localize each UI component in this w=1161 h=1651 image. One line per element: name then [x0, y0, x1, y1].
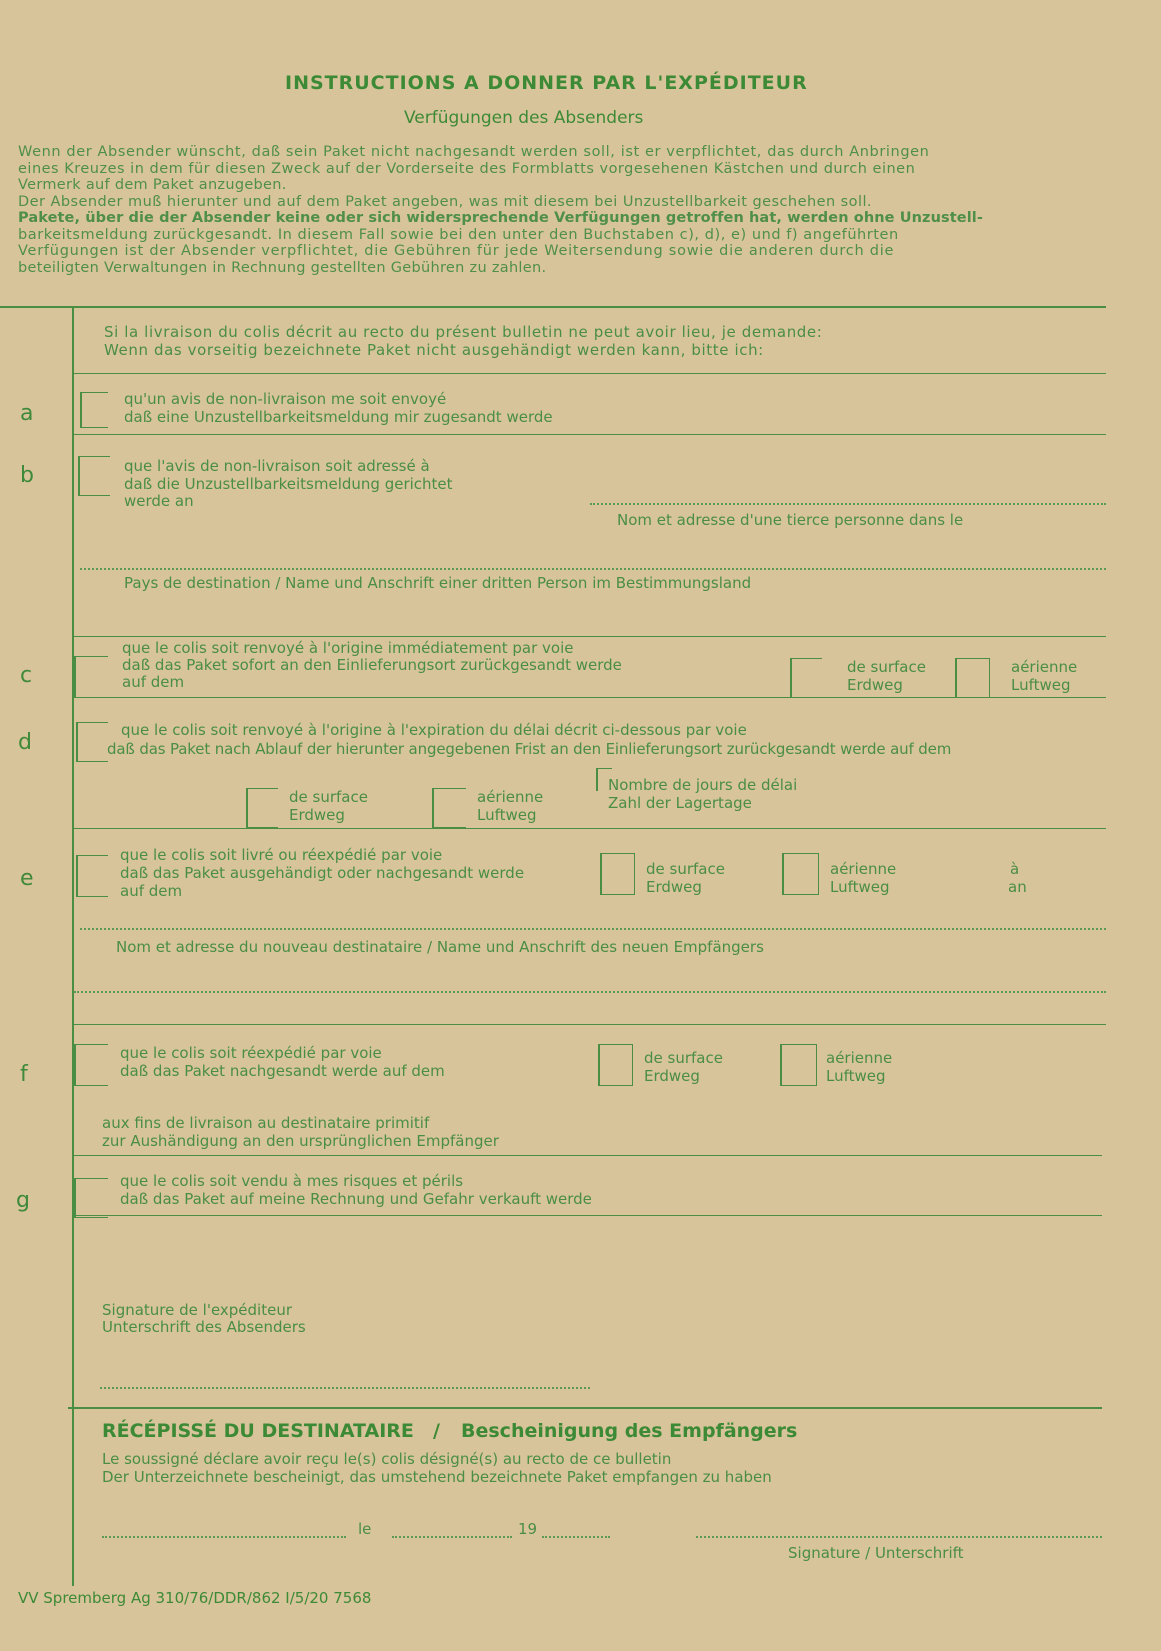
- intro-line: Vermerk auf dem Paket anzugeben.: [18, 177, 287, 193]
- rule: [74, 434, 1106, 435]
- option-a-fr: qu'un avis de non-livraison me soit envoyé: [124, 390, 447, 408]
- option-e-air-fr: aérienne: [830, 860, 897, 878]
- option-d-surface-checkbox[interactable]: [246, 788, 278, 828]
- intro-line: Der Absender muß hierunter und auf dem Paket angeben, was mit diesem bei Unzustellbarkeit geschehen soll.: [18, 193, 872, 210]
- intro-line: Pakete, über die der Absender keine oder sich widersprechende Verfügungen getroffen hat, werden ohne Unzustell-: [18, 210, 983, 226]
- sender-signature-line[interactable]: [100, 1387, 590, 1389]
- option-e-surface-checkbox[interactable]: [600, 853, 635, 895]
- option-f-air-fr: aérienne: [826, 1049, 893, 1067]
- option-d-air-checkbox[interactable]: [432, 788, 466, 828]
- option-c-air-fr: aérienne: [1011, 658, 1078, 676]
- option-e-de: daß das Paket ausgehändigt oder nachgesandt werde: [120, 864, 525, 882]
- third-party-line-1[interactable]: [590, 503, 1106, 505]
- option-b-de-cont: werde an: [124, 492, 194, 510]
- rule: [74, 373, 1106, 374]
- option-f-surface-checkbox[interactable]: [598, 1044, 633, 1086]
- option-f-purpose-de: zur Aushändigung an den ursprünglichen Empfänger: [102, 1132, 499, 1150]
- receipt-date-line[interactable]: [392, 1536, 512, 1538]
- receipt-signature-line[interactable]: [696, 1536, 1102, 1538]
- option-letter-a: a: [20, 401, 34, 426]
- option-f-air-de: Luftweg: [826, 1067, 886, 1085]
- option-d-days-de: Zahl der Lagertage: [608, 794, 752, 812]
- option-f-air-checkbox[interactable]: [780, 1044, 817, 1086]
- option-e-recipient-label: Nom et adresse du nouveau destinataire / Name und Anschrift des neuen Empfängers: [116, 938, 764, 956]
- printer-imprint: VV Spremberg Ag 310/76/DDR/862 I/5/20 7568: [18, 1589, 372, 1607]
- option-d-days-fr: Nombre de jours de délai: [608, 776, 798, 794]
- option-letter-f: f: [20, 1062, 28, 1087]
- option-c-air-de: Luftweg: [1011, 676, 1071, 694]
- receipt-statement-fr: Le soussigné déclare avoir reçu le(s) colis désigné(s) au recto de ce bulletin: [102, 1450, 672, 1468]
- option-c-surface-de: Erdweg: [847, 676, 903, 694]
- option-letter-e: e: [20, 866, 34, 891]
- option-c-air-checkbox[interactable]: [955, 658, 990, 698]
- intro-line: barkeitsmeldung zurückgesandt. In diesem Fall sowie bei den unter den Buchstaben c), d), e) und f) angeführten: [18, 226, 899, 243]
- receipt-signature-label: Signature / Unterschrift: [788, 1544, 964, 1562]
- option-e-air-checkbox[interactable]: [782, 853, 819, 895]
- option-e-to-fr: à: [1010, 860, 1020, 878]
- option-c-checkbox[interactable]: [74, 656, 108, 698]
- option-f-purpose-fr: aux fins de livraison au destinataire primitif: [102, 1114, 430, 1132]
- option-letter-d: d: [18, 730, 32, 755]
- intro-paragraph: [18, 144, 983, 276]
- third-party-label-cont: Pays de destination / Name und Anschrift einer dritten Person im Bestimmungsland: [124, 574, 752, 592]
- third-party-label-fr: Nom et adresse d'une tierce personne dans le: [617, 511, 964, 529]
- option-e-air-de: Luftweg: [830, 878, 890, 896]
- option-d-checkbox[interactable]: [76, 722, 108, 762]
- option-e-checkbox[interactable]: [76, 855, 108, 897]
- rule: [74, 697, 1106, 698]
- third-party-line-2[interactable]: [80, 568, 1106, 570]
- rule: [74, 636, 1106, 637]
- option-f-fr: que le colis soit réexpédié par voie: [120, 1044, 382, 1062]
- option-b-fr: que l'avis de non-livraison soit adressé à: [124, 457, 430, 475]
- form-top-rule: [0, 306, 1106, 308]
- option-c-surface-fr: de surface: [847, 658, 926, 676]
- receipt-title-fr: RÉCÉPISSÉ DU DESTINATAIRE: [102, 1420, 414, 1442]
- option-b-checkbox[interactable]: [78, 456, 110, 496]
- option-c-de: daß das Paket sofort an den Einlieferungsort zurückgesandt werde: [122, 656, 622, 674]
- option-c-de-cont: auf dem: [122, 673, 185, 691]
- option-e-fr: que le colis soit livré ou réexpédié par voie: [120, 846, 443, 864]
- receipt-statement-de: Der Unterzeichnete bescheinigt, das umstehend bezeichnete Paket empfangen zu haben: [102, 1468, 772, 1486]
- left-margin-rule: [72, 306, 74, 1586]
- sender-signature-de: Unterschrift des Absenders: [102, 1318, 306, 1336]
- request-fr: Si la livraison du colis décrit au recto du présent bulletin ne peut avoir lieu, je demande:: [104, 323, 823, 341]
- option-f-checkbox[interactable]: [74, 1044, 108, 1086]
- option-e-surface-fr: de surface: [646, 860, 725, 878]
- sender-signature-fr: Signature de l'expéditeur: [102, 1301, 293, 1319]
- receipt-year-line[interactable]: [542, 1536, 610, 1538]
- receipt-year-label: 19: [518, 1520, 538, 1538]
- option-e-surface-de: Erdweg: [646, 878, 702, 896]
- option-f-de: daß das Paket nachgesandt werde auf dem: [120, 1062, 445, 1080]
- option-a-checkbox[interactable]: [80, 392, 108, 428]
- recipient-line-2[interactable]: [74, 991, 1106, 993]
- rule: [72, 1215, 1102, 1216]
- option-c-surface-checkbox[interactable]: [790, 658, 822, 698]
- option-d-de: daß das Paket nach Ablauf der hierunter angegebenen Frist an den Einlieferungsort zurückgesandt werde auf dem: [107, 740, 952, 758]
- option-d-surface-fr: de surface: [289, 788, 368, 806]
- intro-line: Wenn der Absender wünscht, daß sein Paket nicht nachgesandt werden soll, ist er verpflichtet, das durch Anbringen: [18, 144, 930, 160]
- option-f-surface-fr: de surface: [644, 1049, 723, 1067]
- option-a-de: daß eine Unzustellbarkeitsmeldung mir zugesandt werde: [124, 408, 553, 426]
- form-title: INSTRUCTIONS A DONNER PAR L'EXPÉDITEUR: [285, 72, 808, 94]
- option-f-surface-de: Erdweg: [644, 1067, 700, 1085]
- intro-line: eines Kreuzes in dem für diesen Zweck auf der Vorderseite des Formblatts vorgesehenen Kästchen und durch einen: [18, 160, 916, 177]
- rule: [74, 828, 1106, 829]
- recipient-line-1[interactable]: [80, 928, 1106, 930]
- receipt-place-line[interactable]: [102, 1536, 346, 1538]
- intro-line: beteiligten Verwaltungen in Rechnung gestellten Gebühren zu zahlen.: [18, 259, 547, 276]
- option-c-fr: que le colis soit renvoyé à l'origine immédiatement par voie: [122, 639, 574, 657]
- option-letter-g: g: [16, 1188, 30, 1213]
- option-d-surface-de: Erdweg: [289, 806, 345, 824]
- receipt-title-de: Bescheinigung des Empfängers: [461, 1420, 798, 1442]
- option-g-de: daß das Paket auf meine Rechnung und Gefahr verkauft werde: [120, 1190, 592, 1208]
- option-letter-b: b: [20, 463, 34, 488]
- rule: [74, 1155, 1102, 1156]
- receipt-title-separator: /: [433, 1420, 440, 1442]
- receipt-top-rule: [68, 1407, 1102, 1409]
- option-letter-c: c: [20, 663, 33, 688]
- rule: [74, 1024, 1106, 1025]
- form-subtitle: Verfügungen des Absenders: [404, 108, 644, 128]
- option-e-de-cont: auf dem: [120, 882, 183, 900]
- option-g-checkbox[interactable]: [74, 1178, 108, 1218]
- intro-line: Verfügungen ist der Absender verpflichtet, die Gebühren für jede Weitersendung sowie die anderen durch die: [18, 243, 895, 259]
- option-d-air-fr: aérienne: [477, 788, 544, 806]
- option-d-air-de: Luftweg: [477, 806, 537, 824]
- option-e-to-de: an: [1008, 878, 1027, 896]
- option-d-fr: que le colis soit renvoyé à l'origine à l'expiration du délai décrit ci-dessous par voie: [121, 721, 747, 739]
- receipt-le-label: le: [358, 1520, 372, 1538]
- option-g-fr: que le colis soit vendu à mes risques et périls: [120, 1172, 464, 1190]
- option-b-de: daß die Unzustellbarkeitsmeldung gerichtet: [124, 475, 453, 493]
- request-de: Wenn das vorseitig bezeichnete Paket nicht ausgehändigt werden kann, bitte ich:: [104, 341, 764, 359]
